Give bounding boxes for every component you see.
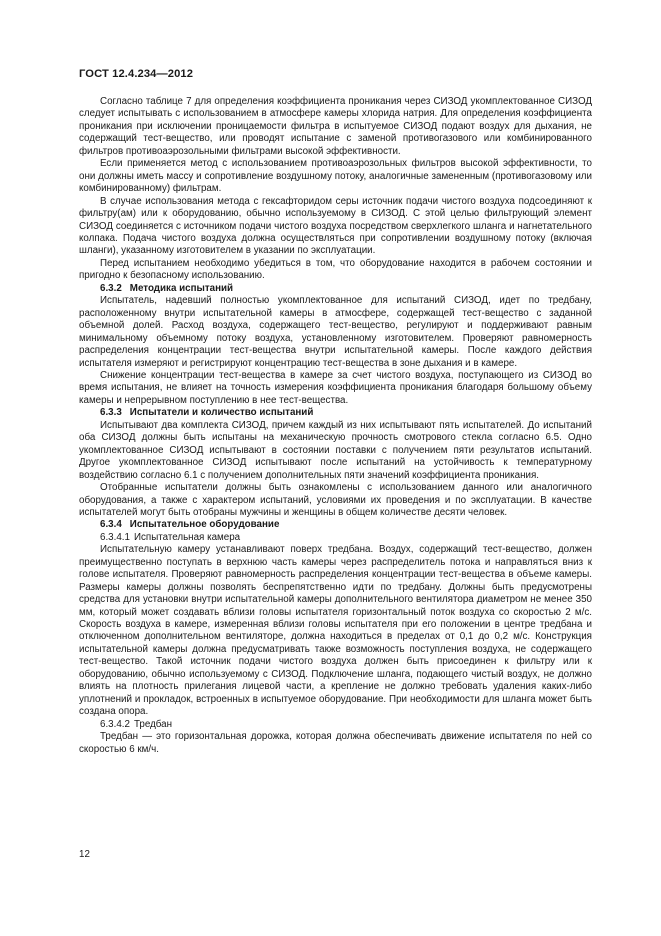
subsection-heading-6-3-4-2 [79, 719, 592, 731]
paragraph: Согласно таблице 7 для определения коэффициента проникания через СИЗОД укомплектованное СИЗОД следует испытывать с использованием в атмосфере камеры хлорида натрия. Для определения коэффициента проникания при исключении проницаемости фильтра в испытуемое СИЗОД подают воздух для дыхания, не содержащий тест-вещество, или проводят испытание с заменой противогазового или комбинированного фильтров противоаэрозольными фильтрами высокой эффективности. [79, 96, 592, 157]
paragraph: В случае использования метода с гексафторидом серы источник подачи чистого воздуха подсоединяют к фильтру(ам) или к оборудованию, обычно используемому в СИЗОД. С этой целью фильтрующий элемент СИЗОД соединяется с источником подачи чистого воздуха посредством сверхлегкого шланга и нагнетательного колпака. Подача чистого воздуха должна осуществляться при сопротивлении воздушному потоку (включая шланги), указанному изготовителем в указании по эксплуатации. [79, 195, 592, 257]
subsection-title: Тредбан [133, 718, 173, 730]
paragraph: Перед испытанием необходимо убедиться в том, что оборудование находится в рабочем состоянии и пригодно к безопасному использованию. [79, 257, 592, 282]
page-number: 12 [79, 849, 90, 860]
paragraph: Тредбан — это горизонтальная дорожка, которая должна обеспечивать движение испытателя по ней со скоростью 6 км/ч. [79, 731, 592, 755]
paragraph: Испытательную камеру устанавливают поверх тредбана. Воздух, содержащий тест-вещество, должен преимущественно поступать в верхнюю часть камеры через распределитель потока и направляться вниз к голове испытателя. Проверяют равномерность распределения концентрации тест-вещества в объеме камеры. Размеры камеры должны позволять беспрепятственно идти по тредбану. Должны быть предусмотрены средства для установки внутри испытательной камеры дополнительного вентилятора диаметром не менее 350 мм, который может создавать вблизи головы испытателя горизонтальный поток воздуха со скоростью 2 м/с. Скорость воздуха в камере, измеренная вблизи головы испытателя при его положении в центре тредбана и отключенном дополнительном вентиляторе, должна находиться в пределах от 0,1 до 0,2 м/с. Конструкция испытательной камеры должна предусматривать также возможность поступления воздуха, не содержащего тест-вещество. Такой источник подачи чистого воздуха должен быть присоединен к фильтру или к оборудованию, обычно используемому с СИЗОД. Подключение шланга, подающего чистый воздух, не должно влиять на плотность прилегания лицевой части, а крепление не должно требовать удаления каких-либо уплотнений и прокладок, встроенных в испытуемое оборудование. При необходимости для шланга может быть создана опора. [79, 544, 592, 718]
paragraph: Испытатель, надевший полностью укомплектованное для испытаний СИЗОД, идет по тредбану, расположенному внутри испытательной камеры в атмосфере, содержащей тест-вещество с заданной объемной долей. Расход воздуха, содержащего тест-вещество, регулируют и поддерживают равным минимальному объемному потоку воздуха, установленному изготовителем. Проверяют равномерность распределения концентрации тест-вещества внутри испытательной камеры. После каждого действия испытателя измеряют и регистрируют концентрацию тест-вещества в зоне дыхания и в камере. [79, 295, 592, 369]
subsection-title: Испытательная камера [133, 531, 241, 543]
paragraph: Испытывают два комплекта СИЗОД, причем каждый из них испытывают пять испытателей. До испытаний оба СИЗОД должны быть испытаны на механическую прочность смотрового стекла согласно 6.5. Одно укомплектованное СИЗОД испытывают в состоянии поставки с получением пяти результатов испытаний. Другое укомплектованное СИЗОД испытывают после испытаний на устойчивость к температурному воздействию согласно 6.1 с получением дополнительных пяти значений коэффициента проникания. [79, 419, 592, 481]
section-number: 6.3.4 [100, 519, 122, 531]
paragraph: Отобранные испытатели должны быть ознакомлены с использованием данного или аналогичного оборудования, а также с характером испытаний, условиями их проведения и по эксплуатации. В качестве испытателей могут быть отобраны мужчины и женщины в общем количестве десяти человек. [79, 482, 592, 518]
section-title: Методика испытаний [129, 282, 234, 294]
subsection-number: 6.3.4.1 [100, 531, 130, 543]
section-heading-6-3-4 [79, 519, 592, 531]
paragraph: Снижение концентрации тест-вещества в камере за счет чистого воздуха, поступающего из СИЗОД во время испытания, не влияет на точность измерения коэффициента проникания благодаря большому объему камеры и непрерывном поступлению в нее тест-вещества. [79, 369, 592, 406]
section-number: 6.3.2 [100, 282, 122, 294]
page-content [79, 96, 592, 756]
section-title: Испытательное оборудование [129, 519, 280, 531]
section-title: Испытатели и количество испытаний [129, 407, 314, 419]
paragraph: Если применяется метод с использованием противоаэрозольных фильтров высокой эффективности, то они должны иметь массу и сопротивление воздушному потоку, аналогичные замененным (противогазовому или комбинированному) фильтрам. [79, 158, 592, 195]
subsection-heading-6-3-4-1 [79, 532, 592, 544]
section-heading-6-3-3 [79, 407, 592, 419]
section-number: 6.3.3 [100, 407, 122, 419]
subsection-number: 6.3.4.2 [100, 718, 130, 730]
document-header: ГОСТ 12.4.234—2012 [79, 68, 194, 80]
section-heading-6-3-2 [79, 283, 592, 295]
